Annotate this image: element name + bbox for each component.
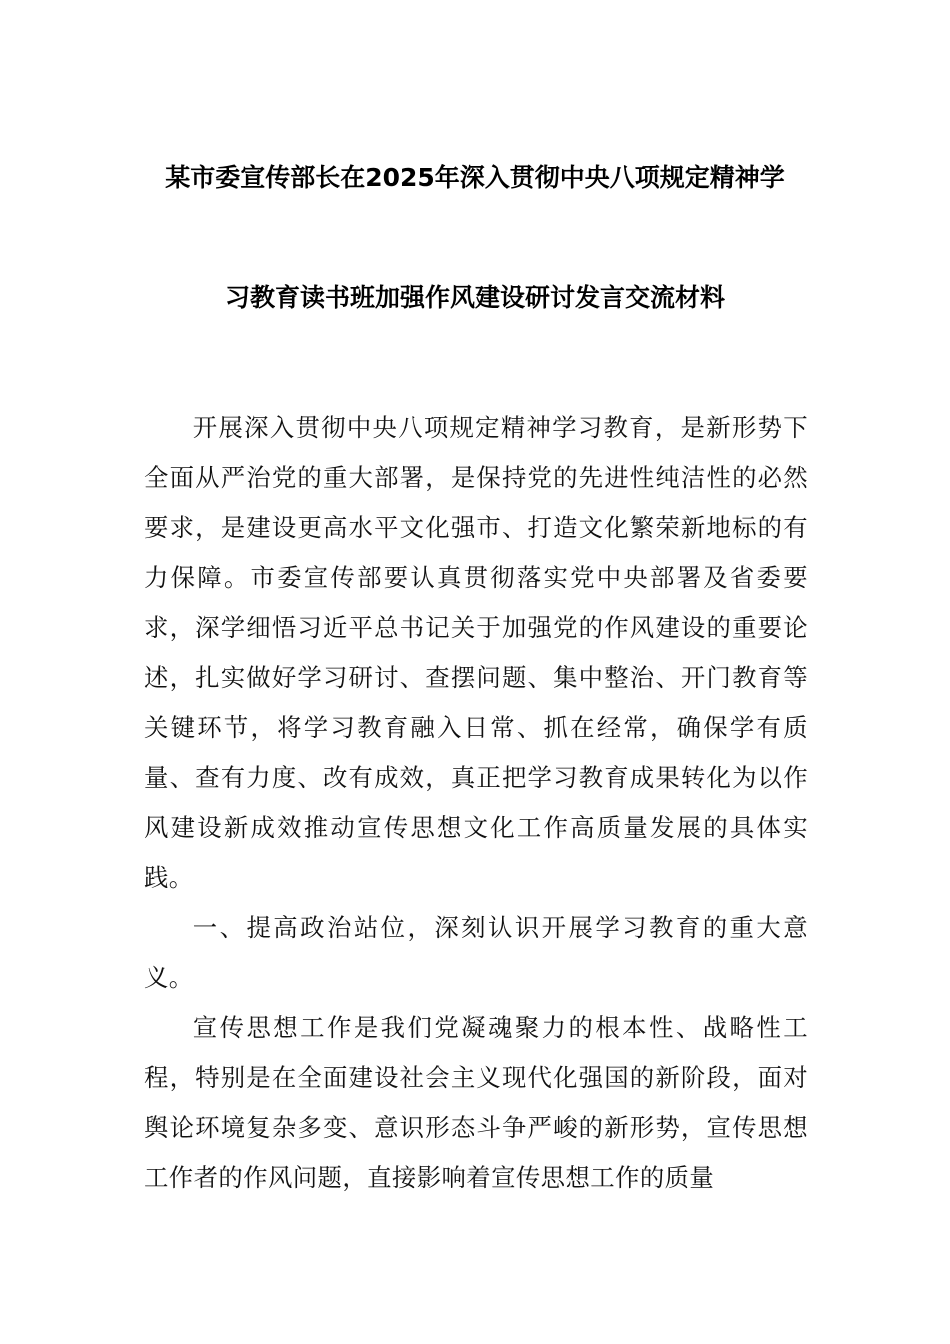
paragraph-intro: 开展深入贯彻中央八项规定精神学习教育，是新形势下全面从严治党的重大部署，是保持党的先进性纯洁性的必然要求，是建设更高水平文化强市、打造文化繁荣新地标的有力保障。市委宣传部要认真贯彻落实党中央部署及省委要求，深学细悟习近平总书记关于加强党的作风建设的重要论述，扎实做好学习研讨、查摆问题、集中整治、开门教育等关键环节，将学习教育融入日常、抓在经常，确保学有质量、查有力度、改有成效，真正把学习教育成果转化为以作风建设新成效推动宣传思想文化工作高质量发展的具体实践。 bbox=[144, 413, 808, 892]
document-title-line-2: 习教育读书班加强作风建设研讨发言交流材料 bbox=[224, 283, 725, 312]
paragraph-section-1: 宣传思想工作是我们党凝魂聚力的根本性、战略性工程，特别是在全面建设社会主义现代化强国的新阶段，面对舆论环境复杂多变、意识形态斗争严峻的新形势，宣传思想工作者的作风问题，直接影响着宣传思想工作的质量 bbox=[144, 1013, 808, 1192]
section-heading-1: 一、提高政治站位，深刻认识开展学习教育的重大意义。 bbox=[144, 913, 808, 992]
document-title-line-1: 某市委宣传部长在2025年深入贯彻中央八项规定精神学 bbox=[165, 163, 785, 192]
document-body bbox=[144, 403, 808, 1203]
